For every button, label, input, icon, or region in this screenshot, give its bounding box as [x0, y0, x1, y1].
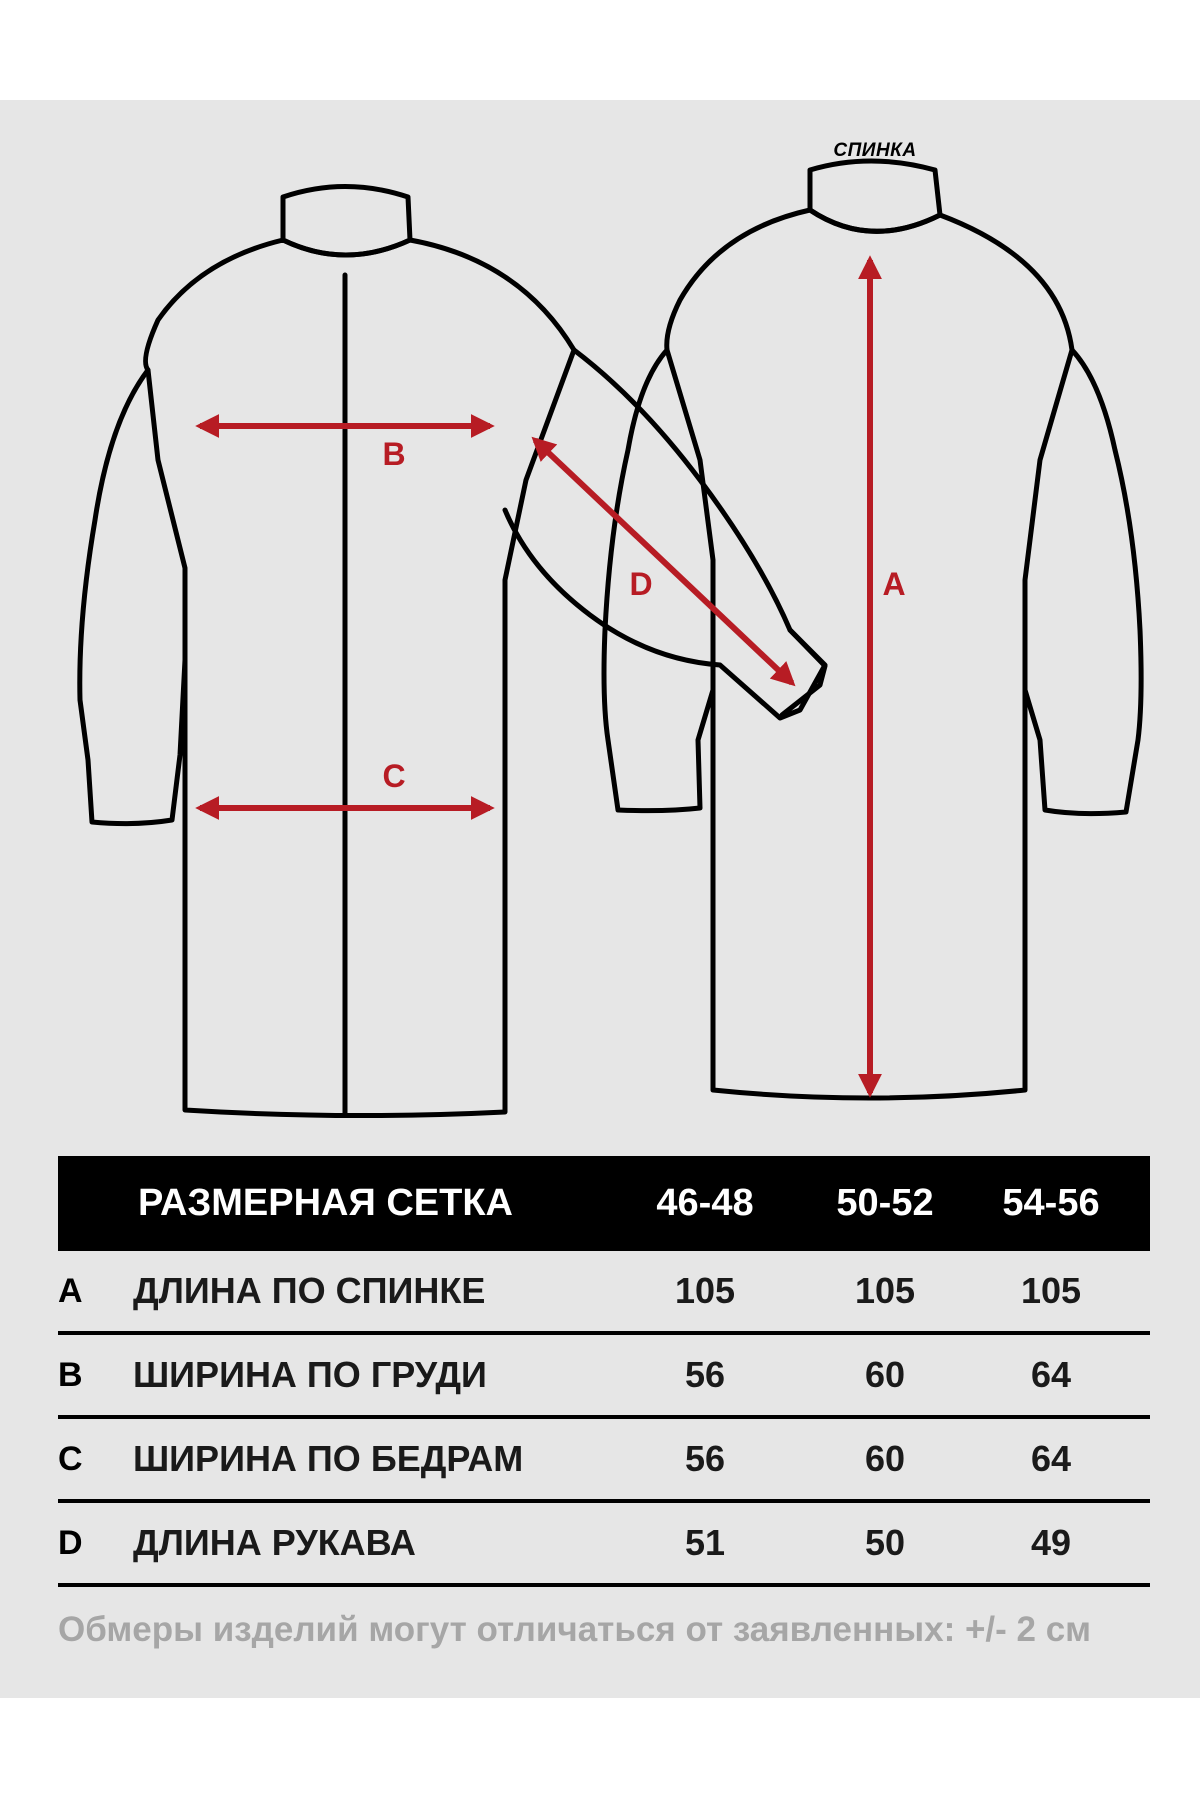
- size-table-header: [58, 1156, 1150, 1251]
- table-row: [58, 1503, 1150, 1587]
- row-label: ДЛИНА РУКАВА: [133, 1522, 416, 1563]
- measure-d-label: D: [629, 566, 653, 602]
- coat-illustration: [0, 100, 1200, 1240]
- back-right-sleeve: [1025, 350, 1141, 814]
- size-table-title: РАЗМЕРНАЯ СЕТКА: [138, 1182, 513, 1224]
- measure-lines: [200, 260, 870, 1093]
- row-value: 50: [864, 1522, 906, 1563]
- back-view-label: СПИНКА: [833, 140, 917, 161]
- size-chart-panel: [0, 100, 1200, 1698]
- row-value: 105: [854, 1270, 916, 1311]
- size-column-header: 46-48: [656, 1182, 754, 1224]
- row-label: ДЛИНА ПО СПИНКЕ: [133, 1270, 486, 1311]
- table-row: [58, 1419, 1150, 1503]
- front-body: [146, 240, 574, 1116]
- row-value: 51: [684, 1522, 726, 1563]
- row-code: B: [58, 1356, 83, 1394]
- row-value: 56: [684, 1438, 726, 1479]
- row-value: 64: [1030, 1354, 1072, 1395]
- row-value: 60: [864, 1354, 906, 1395]
- row-value: 105: [1020, 1270, 1082, 1311]
- row-code: A: [58, 1272, 83, 1310]
- front-left-sleeve: [80, 370, 185, 824]
- table-row: [58, 1251, 1150, 1335]
- row-value: 64: [1030, 1438, 1072, 1479]
- size-column-header: 54-56: [1002, 1182, 1100, 1224]
- table-row: [58, 1335, 1150, 1419]
- front-collar: [283, 187, 410, 256]
- row-label: ШИРИНА ПО ГРУДИ: [133, 1354, 487, 1395]
- row-code: D: [58, 1524, 83, 1562]
- measurement-tolerance-note: Обмеры изделий могут отличаться от заявленных: +/- 2 см: [58, 1610, 1092, 1649]
- size-column-header: 50-52: [836, 1182, 934, 1224]
- measure-a-label: A: [882, 566, 906, 602]
- row-value: 105: [674, 1270, 736, 1311]
- row-value: 49: [1030, 1522, 1072, 1563]
- garment-drawing: [0, 100, 1200, 1240]
- row-value: 60: [864, 1438, 906, 1479]
- size-table: [58, 1156, 1150, 1587]
- measure-c-label: C: [382, 758, 406, 794]
- row-label: ШИРИНА ПО БЕДРАМ: [133, 1438, 524, 1479]
- row-code: C: [58, 1440, 83, 1478]
- row-value: 56: [684, 1354, 726, 1395]
- measure-b-label: B: [382, 436, 406, 472]
